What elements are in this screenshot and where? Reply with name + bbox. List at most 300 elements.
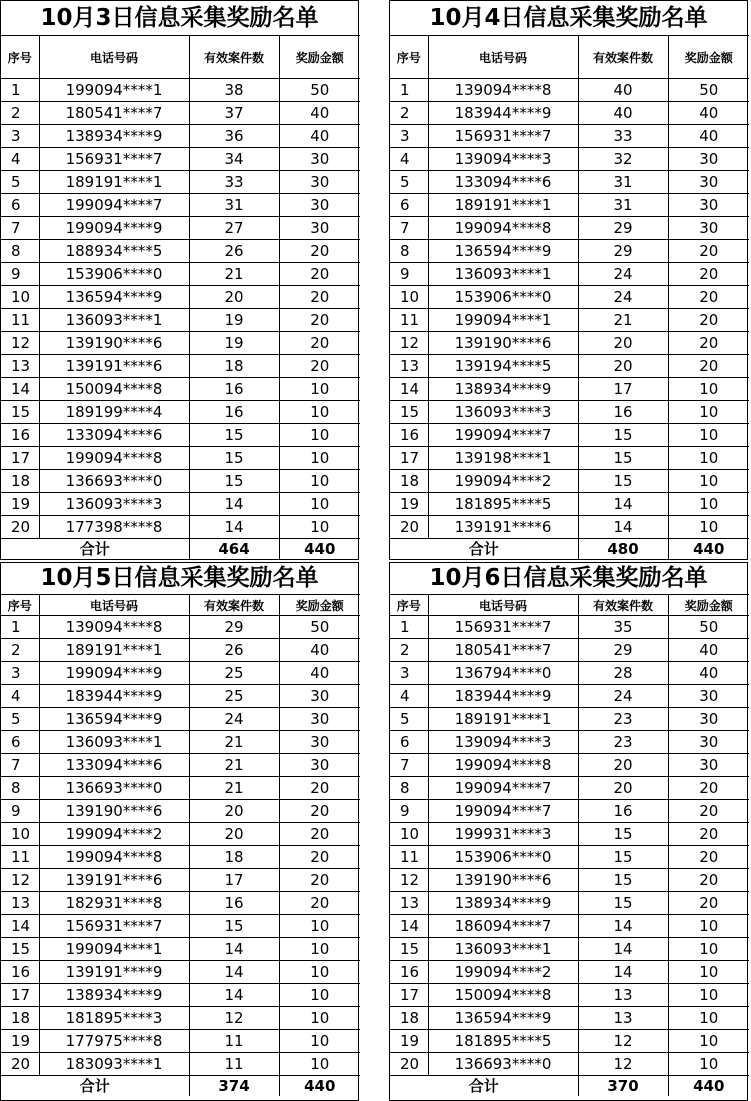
table-row: [390, 355, 749, 378]
row-index: 3: [390, 662, 428, 685]
valid-cases: 12: [189, 1007, 279, 1030]
reward-amount: 10: [668, 470, 749, 493]
phone-number: 138934****9: [428, 892, 578, 915]
row-index: 5: [1, 171, 39, 194]
total-cases: 480: [578, 539, 668, 561]
table-row: [1, 1007, 360, 1030]
row-index: 3: [1, 125, 39, 148]
valid-cases: 29: [578, 217, 668, 240]
reward-amount: 20: [668, 777, 749, 800]
phone-number: 199094****7: [428, 800, 578, 823]
total-cases: 464: [189, 539, 279, 561]
reward-table: [390, 35, 749, 560]
row-index: 4: [1, 685, 39, 708]
reward-amount: 20: [279, 309, 360, 332]
valid-cases: 32: [578, 148, 668, 171]
valid-cases: 29: [578, 639, 668, 662]
reward-amount: 20: [668, 800, 749, 823]
reward-amount: 10: [279, 424, 360, 447]
valid-cases: 13: [578, 1007, 668, 1030]
valid-cases: 24: [578, 685, 668, 708]
valid-cases: 24: [189, 708, 279, 731]
valid-cases: 33: [578, 125, 668, 148]
table-row: [390, 662, 749, 685]
valid-cases: 33: [189, 171, 279, 194]
valid-cases: 14: [189, 493, 279, 516]
reward-amount: 30: [279, 217, 360, 240]
reward-amount: 10: [668, 961, 749, 984]
table-row: [390, 984, 749, 1007]
valid-cases: 21: [189, 777, 279, 800]
row-index: 19: [1, 493, 39, 516]
row-index: 14: [1, 915, 39, 938]
row-index: 9: [1, 800, 39, 823]
valid-cases: 23: [578, 731, 668, 754]
header-phone: 电话号码: [39, 595, 189, 616]
row-index: 20: [390, 516, 428, 539]
header-amount: 奖励金额: [279, 36, 360, 79]
table-row: [390, 616, 749, 639]
valid-cases: 14: [189, 984, 279, 1007]
row-index: 18: [390, 1007, 428, 1030]
valid-cases: 28: [578, 662, 668, 685]
phone-number: 181895****3: [39, 1007, 189, 1030]
table-row: [390, 148, 749, 171]
row-index: 8: [390, 777, 428, 800]
row-index: 2: [390, 102, 428, 125]
table-row: [1, 263, 360, 286]
valid-cases: 35: [578, 616, 668, 639]
phone-number: 199094****2: [39, 823, 189, 846]
reward-amount: 20: [279, 286, 360, 309]
row-index: 6: [1, 194, 39, 217]
table-row: [1, 493, 360, 516]
table-row: [390, 401, 749, 424]
phone-number: 199094****2: [428, 470, 578, 493]
reward-amount: 20: [668, 846, 749, 869]
reward-amount: 10: [279, 1053, 360, 1076]
reward-amount: 30: [668, 217, 749, 240]
reward-amount: 10: [279, 938, 360, 961]
phone-number: 177975****8: [39, 1030, 189, 1053]
total-row: [1, 1076, 360, 1097]
valid-cases: 15: [578, 823, 668, 846]
reward-amount: 20: [668, 892, 749, 915]
phone-number: 138934****9: [39, 125, 189, 148]
valid-cases: 16: [578, 401, 668, 424]
reward-amount: 10: [668, 401, 749, 424]
phone-number: 199094****8: [39, 447, 189, 470]
reward-amount: 10: [279, 378, 360, 401]
header-cases: 有效案件数: [578, 36, 668, 79]
reward-amount: 10: [279, 984, 360, 1007]
header-amount: 奖励金额: [668, 36, 749, 79]
reward-table: [390, 594, 749, 1096]
table-row: [390, 708, 749, 731]
reward-amount: 20: [279, 240, 360, 263]
phone-number: 139191****6: [39, 869, 189, 892]
table-row: [1, 447, 360, 470]
table-row: [1, 378, 360, 401]
reward-amount: 20: [279, 800, 360, 823]
valid-cases: 23: [578, 708, 668, 731]
phone-number: 189191****1: [39, 639, 189, 662]
valid-cases: 21: [578, 309, 668, 332]
reward-amount: 30: [668, 754, 749, 777]
reward-amount: 40: [279, 662, 360, 685]
table-row: [390, 102, 749, 125]
row-index: 19: [1, 1030, 39, 1053]
reward-amount: 40: [279, 639, 360, 662]
reward-amount: 20: [279, 869, 360, 892]
table-row: [390, 493, 749, 516]
row-index: 1: [1, 79, 39, 102]
table-row: [1, 1030, 360, 1053]
reward-amount: 50: [668, 79, 749, 102]
valid-cases: 21: [189, 263, 279, 286]
table-row: [390, 915, 749, 938]
valid-cases: 25: [189, 662, 279, 685]
panel-title: 10月4日信息采集奖励名单: [429, 5, 708, 31]
valid-cases: 14: [578, 961, 668, 984]
valid-cases: 31: [578, 194, 668, 217]
row-index: 15: [1, 401, 39, 424]
row-index: 12: [1, 869, 39, 892]
phone-number: 136093****1: [428, 263, 578, 286]
phone-number: 199094****1: [428, 309, 578, 332]
phone-number: 199094****9: [39, 217, 189, 240]
phone-number: 133094****6: [39, 754, 189, 777]
table-row: [1, 708, 360, 731]
valid-cases: 14: [578, 938, 668, 961]
valid-cases: 15: [189, 424, 279, 447]
table-row: [1, 731, 360, 754]
table-row: [1, 286, 360, 309]
row-index: 14: [390, 915, 428, 938]
reward-amount: 30: [668, 194, 749, 217]
table-row: [390, 731, 749, 754]
table-row: [390, 286, 749, 309]
reward-amount: 40: [668, 102, 749, 125]
reward-amount: 10: [668, 1053, 749, 1076]
reward-amount: 10: [279, 961, 360, 984]
header-row: [1, 36, 360, 79]
reward-amount: 10: [668, 424, 749, 447]
total-amount: 440: [668, 539, 749, 561]
reward-amount: 20: [279, 846, 360, 869]
header-phone: 电话号码: [428, 36, 578, 79]
row-index: 3: [390, 125, 428, 148]
reward-amount: 10: [668, 984, 749, 1007]
phone-number: 139094****8: [39, 616, 189, 639]
phone-number: 156931****7: [39, 915, 189, 938]
row-index: 5: [390, 171, 428, 194]
reward-amount: 40: [279, 102, 360, 125]
valid-cases: 31: [189, 194, 279, 217]
phone-number: 136794****0: [428, 662, 578, 685]
valid-cases: 15: [578, 424, 668, 447]
table-row: [1, 424, 360, 447]
table-row: [1, 892, 360, 915]
panel-title: 10月6日信息采集奖励名单: [429, 565, 708, 591]
valid-cases: 36: [189, 125, 279, 148]
reward-amount: 30: [279, 194, 360, 217]
reward-amount: 10: [279, 915, 360, 938]
valid-cases: 24: [578, 263, 668, 286]
phone-number: 199094****7: [39, 194, 189, 217]
total-amount: 440: [668, 1076, 749, 1097]
table-row: [390, 938, 749, 961]
table-row: [1, 125, 360, 148]
valid-cases: 20: [578, 332, 668, 355]
row-index: 4: [390, 685, 428, 708]
table-row: [1, 240, 360, 263]
table-row: [390, 378, 749, 401]
phone-number: 180541****7: [428, 639, 578, 662]
valid-cases: 17: [189, 869, 279, 892]
table-row: [390, 194, 749, 217]
table-row: [390, 754, 749, 777]
reward-amount: 10: [668, 938, 749, 961]
phone-number: 183944****9: [39, 685, 189, 708]
valid-cases: 17: [578, 378, 668, 401]
valid-cases: 12: [578, 1030, 668, 1053]
phone-number: 181895****5: [428, 493, 578, 516]
valid-cases: 14: [578, 493, 668, 516]
table-row: [1, 79, 360, 102]
reward-amount: 10: [668, 1030, 749, 1053]
row-index: 4: [1, 148, 39, 171]
table-row: [1, 754, 360, 777]
row-index: 13: [1, 355, 39, 378]
valid-cases: 18: [189, 355, 279, 378]
row-index: 18: [1, 1007, 39, 1030]
reward-amount: 30: [279, 708, 360, 731]
table-row: [390, 1053, 749, 1076]
table-row: [1, 194, 360, 217]
row-index: 5: [390, 708, 428, 731]
reward-amount: 30: [668, 171, 749, 194]
valid-cases: 16: [189, 892, 279, 915]
valid-cases: 15: [578, 869, 668, 892]
table-row: [1, 516, 360, 539]
phone-number: 139190****6: [39, 332, 189, 355]
reward-amount: 30: [668, 148, 749, 171]
total-label: 合计: [390, 539, 578, 561]
phone-number: 156931****7: [428, 125, 578, 148]
row-index: 6: [390, 731, 428, 754]
table-row: [390, 639, 749, 662]
valid-cases: 19: [189, 332, 279, 355]
row-index: 17: [390, 984, 428, 1007]
total-cases: 374: [189, 1076, 279, 1097]
phone-number: 199094****1: [39, 79, 189, 102]
header-index: 序号: [1, 36, 39, 79]
header-amount: 奖励金额: [279, 595, 360, 616]
row-index: 19: [390, 493, 428, 516]
phone-number: 136693****0: [428, 1053, 578, 1076]
table-row: [1, 639, 360, 662]
total-amount: 440: [279, 1076, 360, 1097]
table-row: [1, 846, 360, 869]
table-row: [390, 447, 749, 470]
row-index: 12: [390, 869, 428, 892]
phone-number: 136093****1: [39, 731, 189, 754]
phone-number: 139198****1: [428, 447, 578, 470]
reward-amount: 10: [279, 447, 360, 470]
table-row: [1, 685, 360, 708]
row-index: 20: [1, 516, 39, 539]
row-index: 11: [1, 309, 39, 332]
phone-number: 189191****1: [428, 708, 578, 731]
table-row: [390, 961, 749, 984]
reward-amount: 10: [668, 378, 749, 401]
table-row: [390, 800, 749, 823]
valid-cases: 15: [578, 470, 668, 493]
reward-amount: 30: [279, 754, 360, 777]
phone-number: 139194****5: [428, 355, 578, 378]
valid-cases: 37: [189, 102, 279, 125]
valid-cases: 14: [189, 516, 279, 539]
phone-number: 133094****6: [39, 424, 189, 447]
row-index: 17: [1, 984, 39, 1007]
phone-number: 183093****1: [39, 1053, 189, 1076]
header-cases: 有效案件数: [189, 36, 279, 79]
table-row: [390, 217, 749, 240]
row-index: 3: [1, 662, 39, 685]
valid-cases: 21: [189, 731, 279, 754]
phone-number: 153906****0: [39, 263, 189, 286]
table-row: [1, 915, 360, 938]
valid-cases: 19: [189, 309, 279, 332]
reward-amount: 20: [668, 309, 749, 332]
valid-cases: 24: [578, 286, 668, 309]
phone-number: 138934****9: [39, 984, 189, 1007]
table-row: [390, 171, 749, 194]
row-index: 11: [390, 846, 428, 869]
phone-number: 180541****7: [39, 102, 189, 125]
phone-number: 136093****1: [39, 309, 189, 332]
header-cases: 有效案件数: [578, 595, 668, 616]
reward-amount: 40: [668, 639, 749, 662]
row-index: 16: [1, 424, 39, 447]
reward-amount: 40: [668, 125, 749, 148]
reward-amount: 20: [668, 869, 749, 892]
reward-amount: 20: [668, 355, 749, 378]
reward-list-panel: [389, 0, 748, 560]
reward-amount: 10: [668, 447, 749, 470]
row-index: 1: [1, 616, 39, 639]
valid-cases: 11: [189, 1053, 279, 1076]
phone-number: 199094****7: [428, 777, 578, 800]
row-index: 12: [390, 332, 428, 355]
row-index: 1: [390, 79, 428, 102]
reward-amount: 20: [279, 332, 360, 355]
table-row: [390, 846, 749, 869]
reward-amount: 30: [279, 171, 360, 194]
total-label: 合计: [1, 539, 189, 561]
table-row: [1, 102, 360, 125]
row-index: 14: [1, 378, 39, 401]
panel-title: 10月5日信息采集奖励名单: [40, 565, 319, 591]
reward-amount: 10: [279, 493, 360, 516]
table-row: [1, 869, 360, 892]
header-row: [390, 595, 749, 616]
valid-cases: 29: [189, 616, 279, 639]
reward-amount: 40: [279, 125, 360, 148]
valid-cases: 20: [189, 823, 279, 846]
phone-number: 199094****8: [39, 846, 189, 869]
row-index: 7: [1, 754, 39, 777]
phone-number: 188934****5: [39, 240, 189, 263]
table-row: [1, 938, 360, 961]
reward-list-panel: [389, 562, 748, 1101]
reward-amount: 50: [668, 616, 749, 639]
total-row: [1, 539, 360, 561]
valid-cases: 15: [578, 846, 668, 869]
reward-amount: 30: [279, 731, 360, 754]
valid-cases: 25: [189, 685, 279, 708]
total-label: 合计: [1, 1076, 189, 1097]
table-row: [390, 470, 749, 493]
row-index: 12: [1, 332, 39, 355]
phone-number: 150094****8: [428, 984, 578, 1007]
valid-cases: 26: [189, 639, 279, 662]
table-row: [1, 217, 360, 240]
header-index: 序号: [390, 595, 428, 616]
total-cases: 370: [578, 1076, 668, 1097]
row-index: 5: [1, 708, 39, 731]
row-index: 15: [390, 401, 428, 424]
table-row: [1, 800, 360, 823]
phone-number: 156931****7: [39, 148, 189, 171]
row-index: 9: [390, 800, 428, 823]
phone-number: 199094****1: [39, 938, 189, 961]
row-index: 2: [1, 639, 39, 662]
row-index: 10: [390, 286, 428, 309]
row-index: 13: [1, 892, 39, 915]
row-index: 6: [390, 194, 428, 217]
header-index: 序号: [1, 595, 39, 616]
reward-amount: 20: [668, 263, 749, 286]
row-index: 16: [390, 961, 428, 984]
valid-cases: 29: [578, 240, 668, 263]
phone-number: 139191****6: [428, 516, 578, 539]
table-row: [1, 148, 360, 171]
table-row: [1, 401, 360, 424]
reward-amount: 20: [279, 823, 360, 846]
phone-number: 182931****8: [39, 892, 189, 915]
phone-number: 183944****9: [428, 102, 578, 125]
valid-cases: 27: [189, 217, 279, 240]
reward-amount: 20: [668, 240, 749, 263]
table-row: [390, 79, 749, 102]
row-index: 17: [1, 447, 39, 470]
phone-number: 189191****1: [39, 171, 189, 194]
phone-number: 199094****8: [428, 754, 578, 777]
table-row: [390, 263, 749, 286]
reward-amount: 30: [279, 685, 360, 708]
phone-number: 183944****9: [428, 685, 578, 708]
total-row: [390, 539, 749, 561]
row-index: 18: [1, 470, 39, 493]
table-row: [1, 961, 360, 984]
table-row: [390, 892, 749, 915]
total-row: [390, 1076, 749, 1097]
phone-number: 139094****3: [428, 148, 578, 171]
row-index: 11: [1, 846, 39, 869]
reward-amount: 20: [279, 355, 360, 378]
